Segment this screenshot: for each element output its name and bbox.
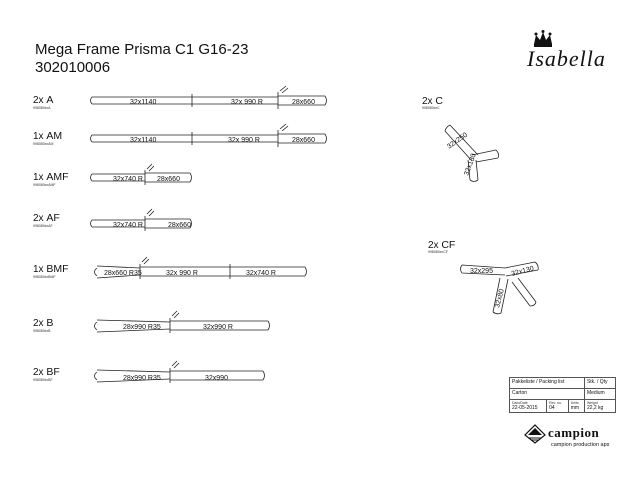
dim-c-1: 32x250: [446, 131, 469, 151]
dim-af-2: 28x660: [168, 222, 191, 229]
packing-label: Pakkeliste / Packing list: [510, 378, 585, 389]
dim-a-2: 32x 990 R: [231, 99, 263, 106]
dim-bf-1: 28x990 R35: [123, 375, 161, 382]
units-label: Units: [570, 401, 579, 405]
dim-cf-1: 32x295: [470, 268, 493, 275]
dim-am-2: 32x 990 R: [228, 137, 260, 144]
part-code-amf: 998080xxAMF: [33, 183, 56, 187]
part-code-a: 998080xxA: [33, 106, 51, 110]
weight-value: 22,2 kg: [586, 405, 604, 411]
part-code-cf: 998080xxCF: [428, 250, 448, 254]
part-label-bmf: 1x BMF: [33, 263, 69, 275]
dim-cf-2: 32x130: [510, 265, 535, 278]
part-label-am: 1x AM: [33, 130, 63, 142]
part-code-bmf: 998080xxBMF: [33, 275, 56, 279]
dim-af-1: 32x740 R: [113, 222, 143, 229]
carton-value: Carton: [510, 389, 585, 400]
drawing-title: Mega Frame Prisma C1 G16-23: [35, 41, 249, 58]
campion-logo-icon: [524, 424, 546, 449]
part-label-c: 2x C: [422, 95, 443, 107]
part-label-cf: 2x CF: [428, 239, 456, 251]
dim-a-3: 28x660: [292, 99, 315, 106]
part-label-amf: 1x AMF: [33, 171, 69, 183]
dim-b-2: 32x990 R: [203, 324, 233, 331]
brand-logo: Isabella: [527, 46, 606, 71]
date-value: 22-05-2015: [512, 405, 538, 411]
dim-c-2: 32x130: [463, 152, 478, 177]
weight-cell: [584, 400, 615, 413]
tube-bf: [95, 361, 265, 383]
qty-label: Stk. / Qty: [584, 378, 615, 389]
dim-b-1: 28x990 R35: [123, 324, 161, 331]
part-code-am: 998080xxAM: [33, 142, 54, 146]
rev-label: Rev. no.: [549, 401, 562, 405]
date-cell: [510, 400, 547, 413]
drawing-code: 302010006: [35, 59, 111, 76]
title-block: [509, 377, 616, 413]
rev-cell: [547, 400, 569, 413]
date-label: Dato/Date: [512, 401, 528, 405]
part-label-a: 2x A: [33, 94, 54, 106]
dim-am-3: 28x660: [292, 137, 315, 144]
units-value: mm: [570, 405, 580, 411]
part-code-b: 998080xxB: [33, 329, 51, 333]
dim-amf-1: 32x740 R: [113, 176, 143, 183]
dim-am-1: 32x1140: [130, 137, 157, 144]
dim-bmf-2: 32x 990 R: [166, 270, 198, 277]
campion-subtitle: campion production aps: [551, 442, 610, 448]
dim-bmf-3: 32x740 R: [246, 270, 276, 277]
dim-cf-3: 32x80: [494, 288, 506, 309]
units-cell: [568, 400, 584, 413]
part-code-af: 998080xxAF: [33, 224, 53, 228]
part-code-bf: 998080xxBF: [33, 378, 53, 382]
dim-bf-2: 32x990: [205, 375, 228, 382]
campion-logo-text: campion: [548, 425, 600, 440]
size-value: Medium: [584, 389, 615, 400]
rev-value: 04: [549, 405, 555, 411]
dim-bmf-1: 28x660 R35: [104, 270, 142, 277]
part-label-af: 2x AF: [33, 212, 60, 224]
dim-a-1: 32x1140: [130, 99, 157, 106]
weight-label: Weight: [586, 401, 598, 405]
part-label-b: 2x B: [33, 317, 54, 329]
part-label-bf: 2x BF: [33, 366, 60, 378]
tube-b: [95, 311, 270, 333]
dim-amf-2: 28x660: [157, 176, 180, 183]
part-code-c: 998080xxC: [422, 106, 440, 110]
